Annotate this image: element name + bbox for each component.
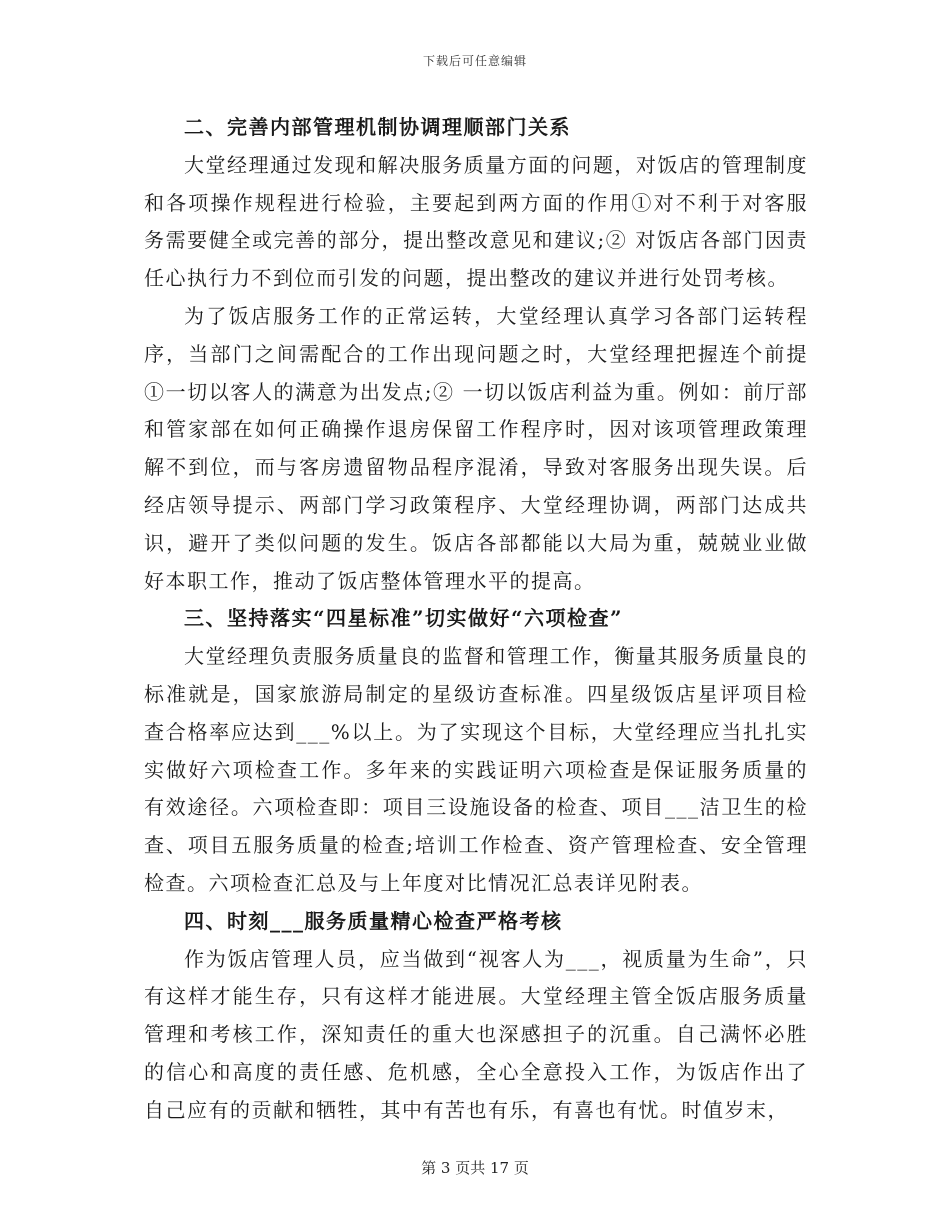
document-body — [144, 109, 808, 1130]
page-header-note: 下载后可任意编辑 — [422, 54, 527, 68]
body-paragraph: 大堂经理通过发现和解决服务质量方面的问题，对饭店的管理制度和各项操作规程进行检验，主要起到两方面的作用①对不利于对客服务需要健全或完善的部分，提出整改意见和建议;② 对饭店各部门因责任心执行力不到位而引发的问题，提出整改的建议并进行处罚考核。 — [144, 152, 808, 291]
section-heading: 三、坚持落实“四星标准”切实做好“六项检查” — [184, 606, 624, 631]
body-paragraph: 为了饭店服务工作的正常运转，大堂经理认真学习各部门运转程序，当部门之间需配合的工作出现问题之时，大堂经理把握连个前提①一切以客人的满意为出发点;② 一切以饭店利益为重。例如：前厅部和管家部在如何正确操作退房保留工作程序时，因对该项管理政策理解不到位，而与客房遗留物品程序混淆，导致对客服务出现失误。后经店领导提示、两部门学习政策程序、大堂经理协调，两部门达成共识，避开了类似问题的发生。饭店各部都能以大局为重，兢兢业业做好本职工作，推动了饭店整体管理水平的提高。 — [144, 303, 808, 593]
body-paragraph: 大堂经理负责服务质量良的监督和管理工作，衡量其服务质量良的标准就是，国家旅游局制定的星级访查标准。四星级饭店星评项目检查合格率应达到___%以上。为了实现这个目标，大堂经理应当扎扎实实做好六项检查工作。多年来的实践证明六项检查是保证服务质量的有效途径。六项检查即：项目三设施设备的检查、项目___洁卫生的检查、项目五服务质量的检查;培训工作检查、资产管理检查、安全管理检查。六项检查汇总及与上年度对比情况汇总表详见附表。 — [144, 644, 808, 895]
section-heading: 二、完善内部管理机制协调理顺部门关系 — [184, 115, 571, 139]
section-heading: 四、时刻___服务质量精心检查严格考核 — [184, 908, 563, 933]
body-paragraph: 作为饭店管理人员，应当做到“视客人为___，视质量为生命”，只有这样才能生存，只有这样才能进展。大堂经理主管全饭店服务质量管理和考核工作，深知责任的重大也深感担子的沉重。自己满怀必胜的信心和高度的责任感、危机感，全心全意投入工作，为饭店作出了自己应有的贡献和牺牲，其中有苦也有乐，有喜也有忧。时值岁末， — [144, 946, 808, 1122]
page-number-footer: 第 3 页共 17 页 — [421, 1159, 529, 1177]
